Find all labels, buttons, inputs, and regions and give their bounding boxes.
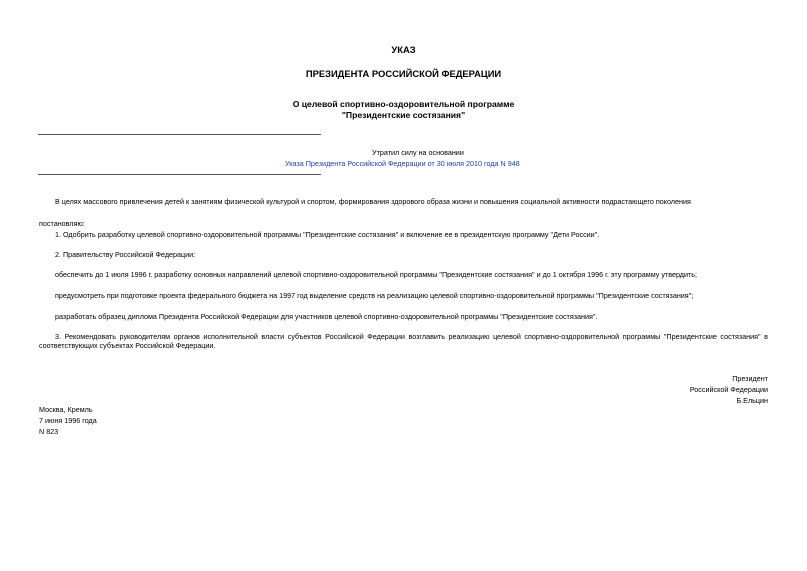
decree-item-2b: предусмотреть при подготовке проекта федерального бюджета на 1997 год выделение средств на реализацию целевой спортивно-оздоровительной программы "Президентские состязания";	[55, 291, 694, 300]
preamble-paragraph: В целях массового привлечения детей к занятиям физической культурой и спортом, формирования здорового образа жизни и повышения социальной активности подрастающего поколения	[55, 197, 691, 206]
decree-number: N 823	[39, 427, 59, 436]
decree-title: УКАЗ	[391, 44, 416, 55]
signing-place: Москва, Кремль	[39, 405, 93, 414]
basis-decree-link[interactable]: Указа Президента Российской Федерации от 30 июля 2010 года N 948	[285, 159, 520, 168]
decree-item-1: 1. Одобрить разработку целевой спортивно-оздоровительной программы "Президентские состязания" и включение ее в президентскую программу "Дети России".	[55, 230, 600, 239]
signature-name: Б.Ельцин	[736, 396, 768, 405]
separator-line-top	[38, 134, 321, 135]
decree-item-2a: обеспечить до 1 июля 1996 г. разработку основных направлений целевой спортивно-оздоровительной программы "Президентские состязания" и до 1 октября 1996 г. эту программу утвердить;	[55, 270, 698, 279]
separator-line-bottom	[38, 174, 321, 175]
lost-force-note: Утратил силу на основании	[372, 148, 464, 157]
decree-subject-line1: О целевой спортивно-оздоровительной программе	[292, 99, 515, 109]
signature-title: Президент	[732, 374, 768, 383]
decree-item-2c: разработать образец диплома Президента Российской Федерации для участников целевой спортивно-оздоровительной программы "Президентские состязания".	[55, 312, 598, 321]
decree-word: постановляю:	[39, 219, 85, 228]
decree-item-3: 3. Рекомендовать руководителям органов исполнительной власти субъектов Российской Федерации возглавить реализацию целевой спортивно-оздоровительной программы "Президентские состязания" в соответствующих субъектах Российской Федерации.	[39, 332, 768, 350]
signature-country: Российской Федерации	[689, 385, 768, 394]
decree-subject-line2: "Президентские состязания"	[341, 110, 466, 120]
decree-issuer: ПРЕЗИДЕНТА РОССИЙСКОЙ ФЕДЕРАЦИИ	[305, 68, 502, 79]
signing-date: 7 июня 1996 года	[39, 416, 97, 425]
decree-item-2: 2. Правительству Российской Федерации:	[55, 250, 196, 259]
